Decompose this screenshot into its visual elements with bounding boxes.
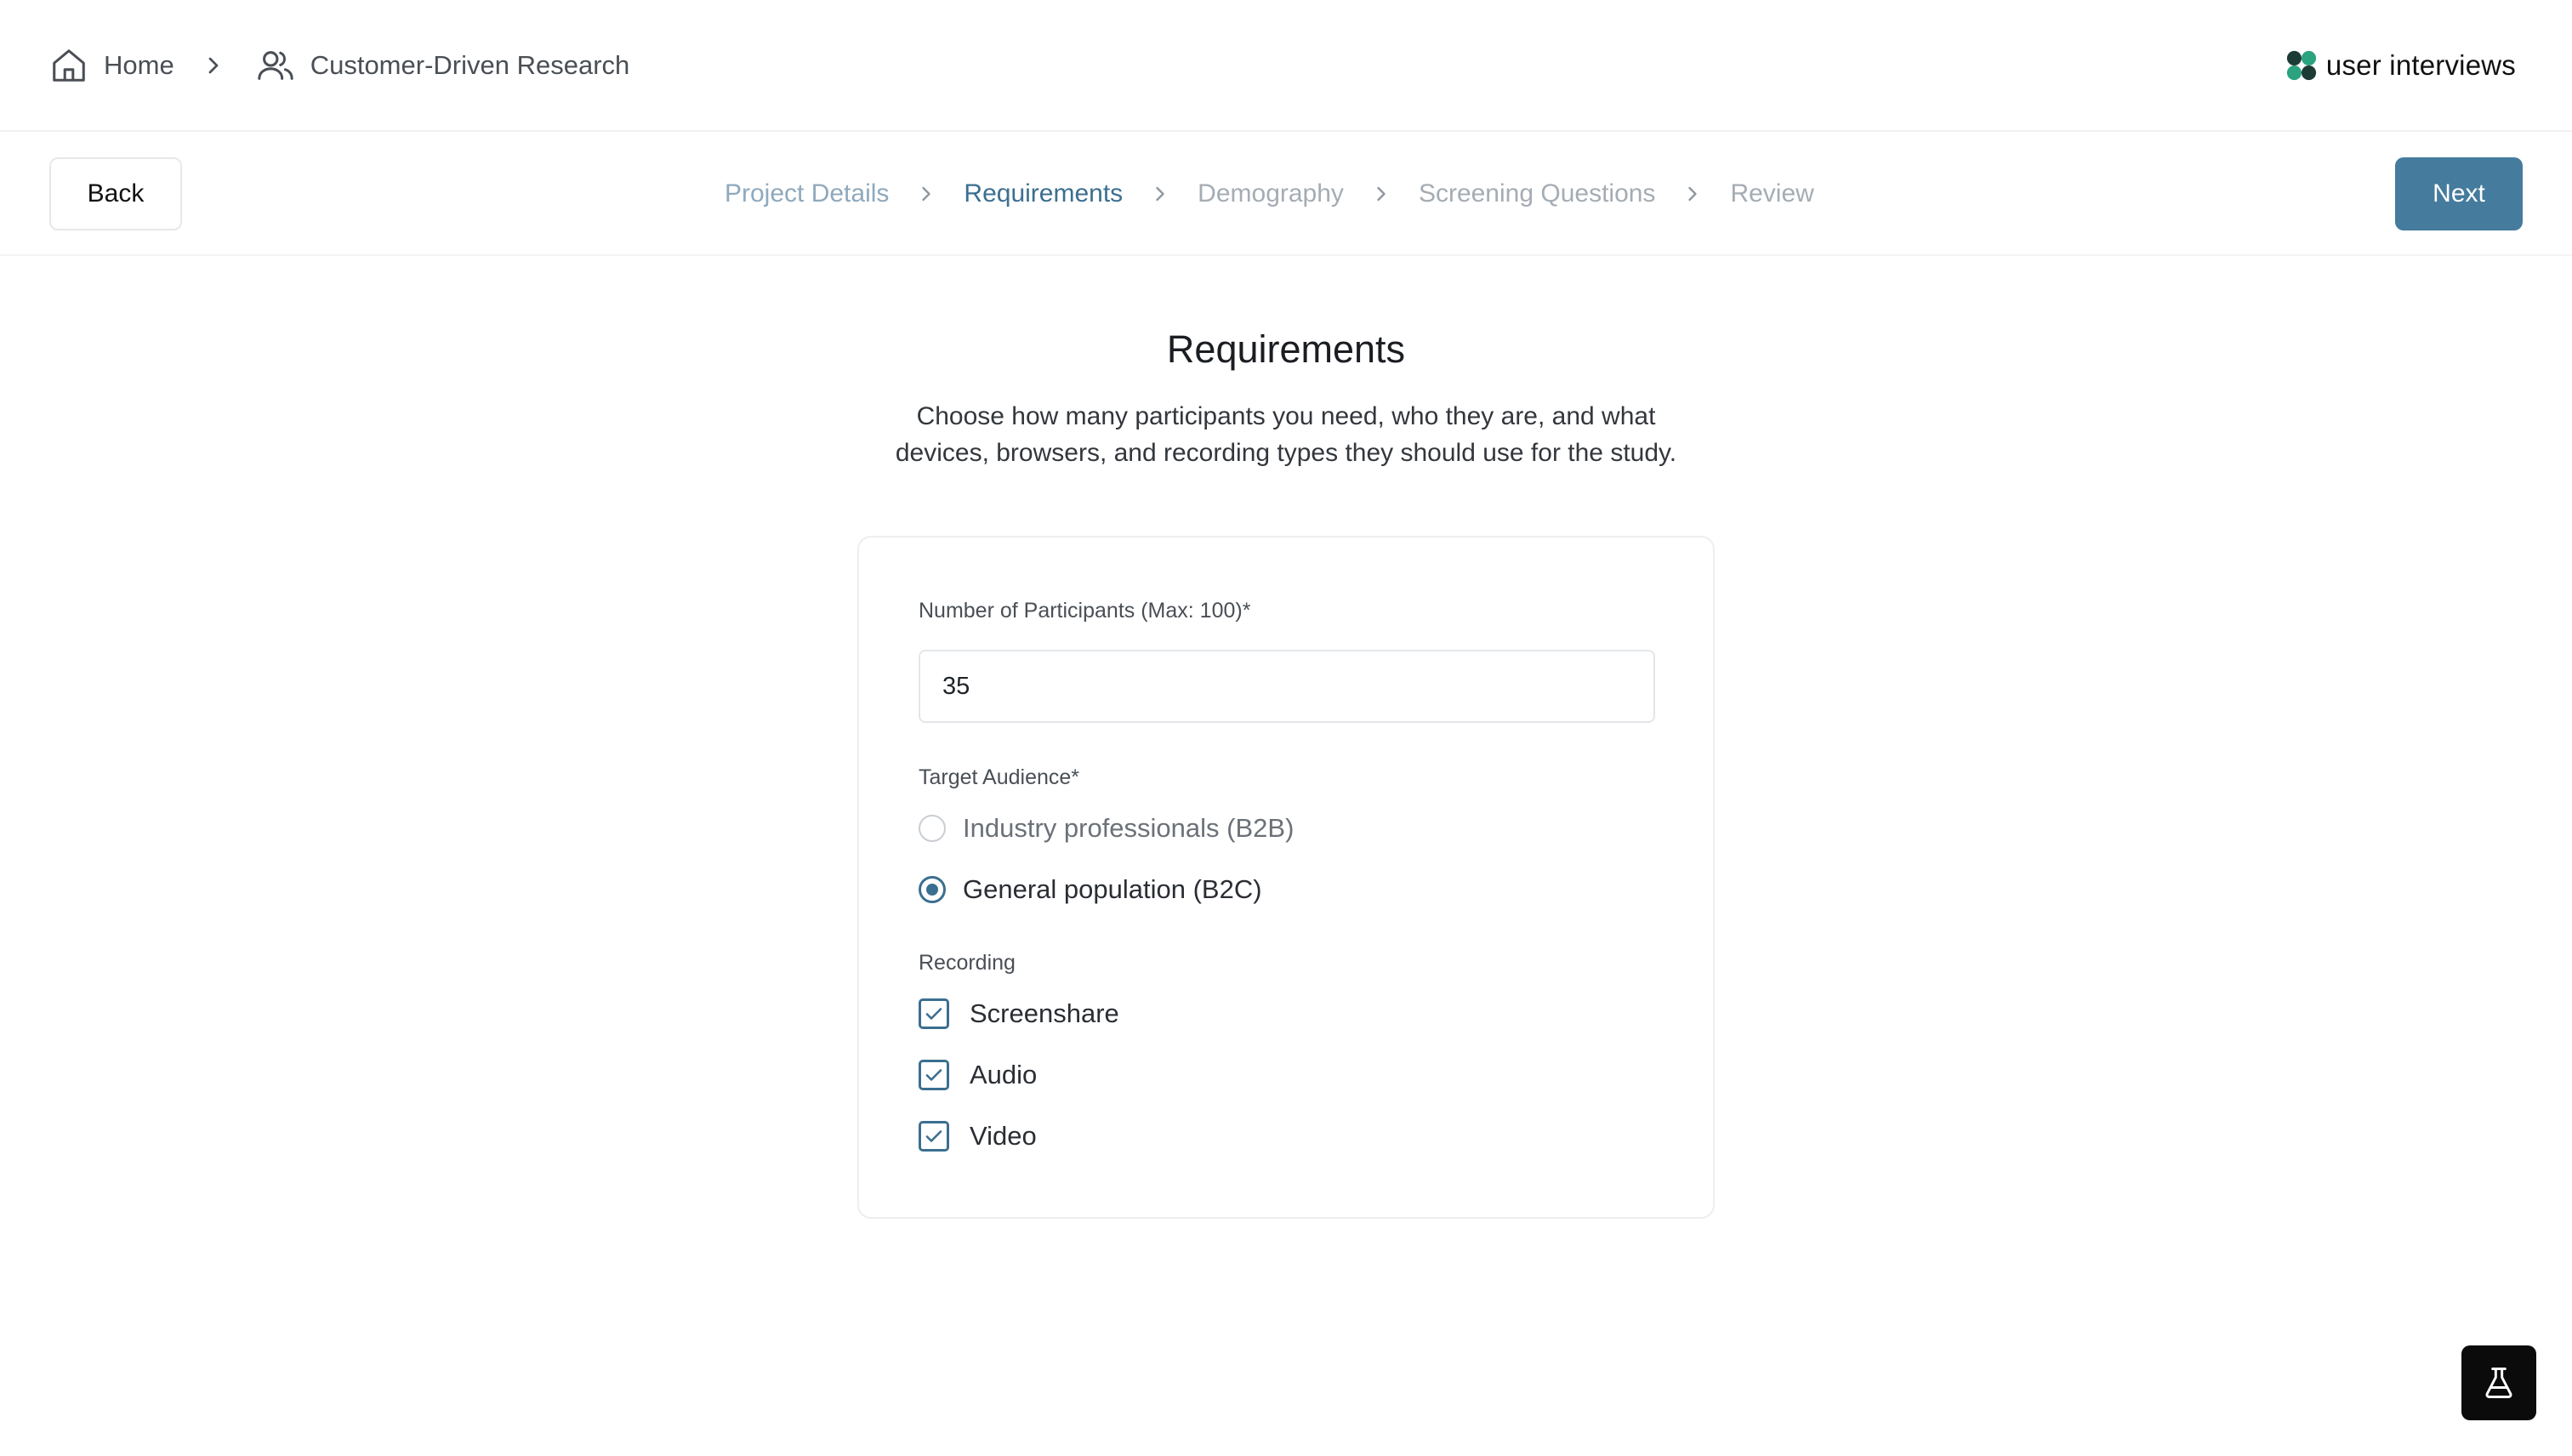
- recording-option-audio[interactable]: [919, 1060, 1037, 1090]
- requirements-form-card: [857, 536, 1715, 1219]
- chevron-right-icon: [1148, 182, 1172, 206]
- brand-logo[interactable]: [2285, 44, 2516, 87]
- back-button[interactable]: Back: [49, 157, 182, 230]
- check-icon: [924, 1065, 944, 1085]
- home-icon: [49, 46, 88, 85]
- wizard-steps: [725, 157, 1814, 230]
- audience-option-b2c-label: General population (B2C): [963, 874, 1262, 904]
- audience-option-b2b[interactable]: [919, 813, 1294, 844]
- step-project-details[interactable]: Project Details: [725, 179, 890, 208]
- step-demography[interactable]: Demography: [1198, 179, 1344, 208]
- breadcrumb-home-label: Home: [104, 50, 174, 80]
- target-audience-label: Target Audience*: [919, 765, 1080, 789]
- participants-label: Number of Participants (Max: 100)*: [919, 599, 1251, 623]
- breadcrumb-home[interactable]: [49, 46, 174, 85]
- users-icon: [256, 46, 295, 85]
- logo-icon: [2285, 49, 2318, 82]
- chevron-right-icon: [914, 182, 938, 206]
- recording-option-screenshare-label: Screenshare: [970, 998, 1119, 1028]
- radio-b2c[interactable]: [919, 876, 946, 903]
- audience-option-b2b-label: Industry professionals (B2B): [963, 813, 1295, 843]
- flask-icon: [2480, 1364, 2518, 1402]
- top-navigation-bar: [0, 0, 2572, 132]
- breadcrumb-project-label: Customer-Driven Research: [310, 50, 630, 80]
- page-description-line-1: Choose how many participants you need, who they are, and what: [916, 402, 1656, 430]
- recording-label: Recording: [919, 951, 1016, 975]
- next-button[interactable]: Next: [2395, 157, 2523, 230]
- audience-option-b2c[interactable]: [919, 874, 1262, 905]
- chevron-right-icon: [200, 52, 227, 79]
- floating-lab-button[interactable]: [2461, 1345, 2536, 1420]
- page-description-line-2: devices, browsers, and recording types they should use for the study.: [895, 439, 1677, 467]
- checkbox-video[interactable]: [919, 1121, 949, 1152]
- brand-name: user interviews: [2325, 49, 2516, 81]
- step-review[interactable]: Review: [1730, 179, 1814, 208]
- participants-input[interactable]: [919, 650, 1655, 723]
- chevron-right-icon: [1369, 182, 1393, 206]
- recording-option-audio-label: Audio: [970, 1060, 1038, 1089]
- radio-b2b[interactable]: [919, 815, 946, 842]
- breadcrumb-project[interactable]: [256, 46, 630, 85]
- page-description: [818, 398, 1754, 471]
- check-icon: [924, 1004, 944, 1024]
- wizard-step-bar: [0, 134, 2572, 256]
- recording-option-screenshare[interactable]: [919, 998, 1119, 1029]
- recording-option-video-label: Video: [970, 1121, 1037, 1151]
- step-requirements[interactable]: Requirements: [964, 179, 1124, 208]
- check-icon: [924, 1126, 944, 1146]
- recording-option-video[interactable]: [919, 1121, 1037, 1152]
- step-screening-questions[interactable]: Screening Questions: [1418, 179, 1656, 208]
- breadcrumb: [49, 43, 629, 88]
- chevron-right-icon: [1681, 182, 1704, 206]
- checkbox-audio[interactable]: [919, 1060, 949, 1090]
- page-title: Requirements: [1166, 327, 1406, 371]
- checkbox-screenshare[interactable]: [919, 998, 949, 1029]
